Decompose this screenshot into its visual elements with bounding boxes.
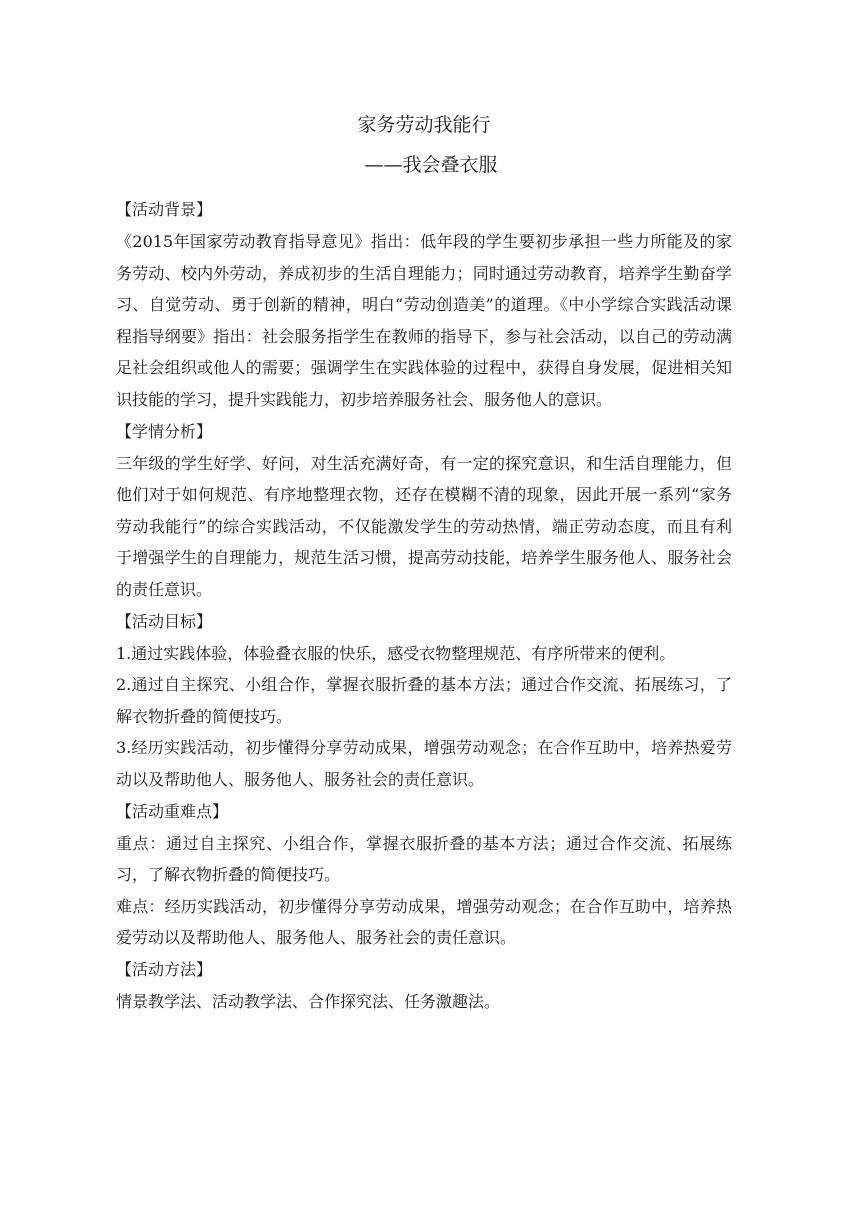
section-student-analysis bbox=[116, 416, 732, 606]
section-key-points bbox=[116, 796, 732, 954]
section-paragraph: 《2015年国家劳动教育指导意见》指出：低年段的学生要初步承担一些力所能及的家务劳动、校内外劳动，养成初步的生活自理能力；同时通过劳动教育，培养学生勤奋学习、自觉劳动、勇于创新的精神，明白“劳动创造美”的道理。《中小学综合实践活动课程指导纲要》指出：社会服务指学生在教师的指导下，参与社会活动，以自己的劳动满足社会组织或他人的需要；强调学生在实践体验的过程中，获得自身发展，促进相关知识技能的学习，提升实践能力，初步培养服务社会、服务他人的意识。 bbox=[116, 232, 732, 409]
section-background bbox=[116, 194, 732, 416]
section-heading: 【活动背景】 bbox=[116, 200, 213, 219]
document-page bbox=[116, 108, 732, 1017]
section-paragraph: 三年级的学生好学、好问，对生活充满好奇，有一定的探究意识，和生活自理能力，但他们对于如何规范、有序地整理衣物，还存在模糊不清的现象，因此开展一系列“家务劳动我能行”的综合实践活动，不仅能激发学生的劳动热情，端正劳动态度，而且有利于增强学生的自理能力，规范生活习惯，提高劳动技能，培养学生服务他人、服务社会的责任意识。 bbox=[116, 453, 732, 599]
key-point-item: 重点：通过自主探究、小组合作，掌握衣服折叠的基本方法；通过合作交流、拓展练习，了解衣物折叠的简便技巧。 bbox=[116, 833, 732, 885]
section-heading: 【活动目标】 bbox=[116, 611, 213, 631]
section-objectives bbox=[116, 606, 732, 796]
section-heading: 【活动方法】 bbox=[116, 959, 213, 979]
difficulty-item: 难点：经历实践活动，初步懂得分享劳动成果，增强劳动观念；在合作互助中，培养热爱劳动以及帮助他人、服务他人、服务社会的责任意识。 bbox=[116, 896, 732, 948]
document-subtitle: ——我会叠衣服 bbox=[364, 154, 498, 176]
objective-item: 2.通过自主探究、小组合作，掌握衣服折叠的基本方法；通过合作交流、拓展练习，了解衣物折叠的简便技巧。 bbox=[116, 675, 732, 726]
section-methods bbox=[116, 954, 732, 1018]
section-paragraph: 情景教学法、活动教学法、合作探究法、任务激趣法。 bbox=[116, 991, 501, 1011]
objective-item: 1.通过实践体验，体验叠衣服的快乐，感受衣物整理规范、有序所带来的便利。 bbox=[116, 643, 676, 663]
objective-item: 3.经历实践活动，初步懂得分享劳动成果，增强劳动观念；在合作互助中，培养热爱劳动以及帮助他人、服务他人、服务社会的责任意识。 bbox=[116, 738, 732, 789]
section-heading: 【活动重难点】 bbox=[116, 801, 229, 821]
document-title: 家务劳动我能行 bbox=[357, 114, 491, 136]
section-heading: 【学情分析】 bbox=[116, 421, 213, 441]
